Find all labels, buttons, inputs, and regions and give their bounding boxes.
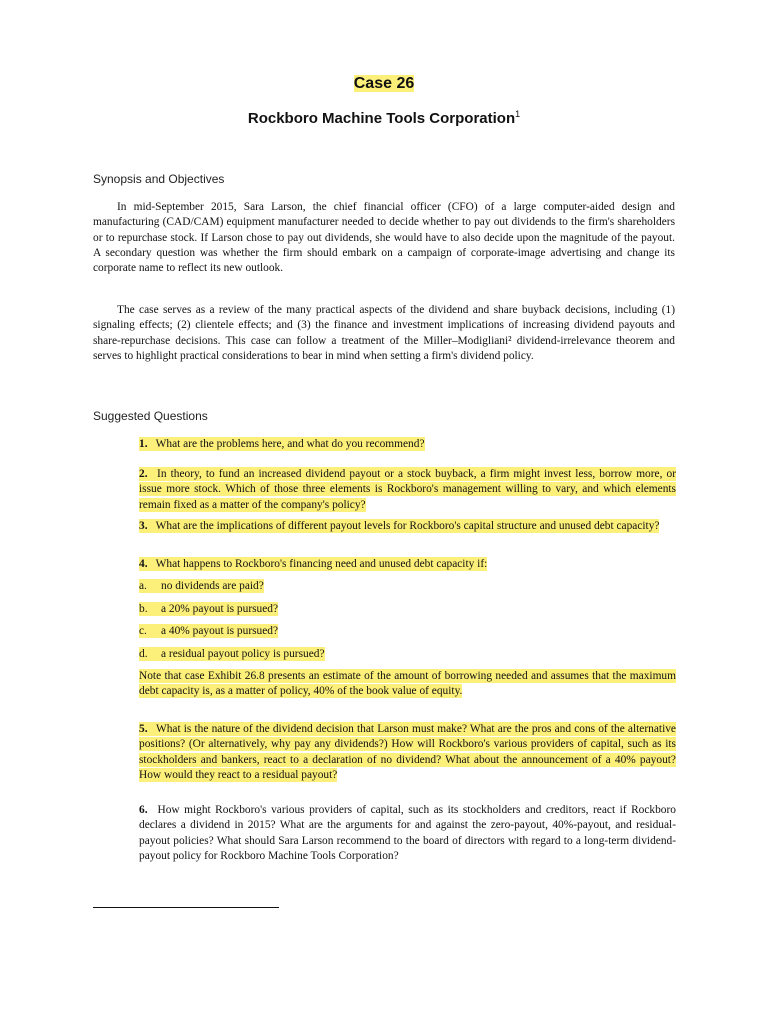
question-1 — [139, 437, 676, 452]
synopsis-paragraph-1: In mid-September 2015, Sara Larson, the chief financial officer (CFO) of a large computer-aided design and manufacturing (CAD/CAM) equipment manufacturer needed to decide whether to pay out dividends to the firm's shareholders or to repurchase stock. If Larson chose to pay out dividends, she would have to also decide upon the magnitude of the payout. A secondary question was whether the firm should embark on a campaign of corporate-image advertising and change its corporate name to reflect its new outlook. — [93, 201, 675, 275]
question-4a — [139, 579, 676, 594]
question-4d-text: a residual payout policy is pursued? — [161, 648, 325, 660]
footnote-marker: 1 — [515, 109, 521, 119]
question-4-text: What happens to Rockboro's financing need and unused debt capacity if: — [155, 558, 488, 570]
question-4 — [139, 557, 676, 572]
question-4c — [139, 624, 676, 639]
case-title-text: Rockboro Machine Tools Corporation — [247, 110, 516, 127]
question-1-text: What are the problems here, and what do you recommend? — [155, 438, 425, 450]
question-4b — [139, 602, 676, 617]
questions-heading: Suggested Questions — [93, 409, 208, 423]
question-6-number: 6. — [139, 804, 148, 816]
question-4d — [139, 647, 676, 662]
synopsis-paragraph-2: The case serves as a review of the many practical aspects of the dividend and share buyback decisions, including (1) signaling effects; (2) clientele effects; and (3) the finance and investment implications of increasing dividend payouts and share-repurchase decisions. This case can follow a treatment of the Miller–Modigliani² dividend-irrelevance theorem and serves to highlight practical considerations to bear in mind when setting a firm's dividend policy. — [93, 304, 675, 362]
question-3-number: 3. — [139, 520, 148, 532]
question-2 — [139, 467, 676, 513]
case-title — [0, 103, 768, 130]
question-4a-letter: a. — [139, 580, 147, 592]
question-4a-text: no dividends are paid? — [161, 580, 264, 592]
question-6 — [139, 803, 676, 865]
question-6-text: How might Rockboro's various providers of capital, such as its stockholders and creditors, react if Rockboro declares a dividend in 2015? What are the arguments for and against the zero-payout, 40%-payout, and residual-payout policies? What should Sara Larson recommend to the board of directors with regard to a long-term dividend-payout policy for Rockboro Machine Tools Corporation? — [139, 804, 676, 863]
question-5-number: 5. — [139, 723, 148, 735]
synopsis-heading: Synopsis and Objectives — [93, 172, 225, 186]
case-number-label: Case 26 — [353, 75, 415, 92]
question-4b-text: a 20% payout is pursued? — [161, 603, 279, 615]
question-5 — [139, 722, 676, 784]
question-5-text: What is the nature of the dividend decision that Larson must make? What are the pros and cons of the alternative positions? (Or alternatively, why pay any dividends?) How will Rockboro's various providers of capital, such as its stockholders and bankers, react to a declaration of no dividend? What about the announcement of a 40% payout? How would they react to a residual payout? — [139, 723, 676, 782]
footnote-divider — [93, 907, 279, 908]
exhibit-note-text: Note that case Exhibit 26.8 presents an estimate of the amount of borrowing needed and assumes that the maximum debt capacity is, as a matter of policy, 40% of the book value of equity. — [139, 670, 676, 698]
exhibit-note — [139, 669, 676, 700]
question-4c-text: a 40% payout is pursued? — [161, 625, 279, 637]
question-4b-letter: b. — [139, 603, 148, 615]
question-2-number: 2. — [139, 468, 148, 480]
question-4d-letter: d. — [139, 648, 148, 660]
question-1-number: 1. — [139, 438, 148, 450]
case-number-heading — [0, 74, 768, 94]
question-4c-letter: c. — [139, 625, 147, 637]
question-3 — [139, 519, 676, 534]
question-3-text: What are the implications of different payout levels for Rockboro's capital structure and unused debt capacity? — [155, 520, 660, 532]
question-2-text: In theory, to fund an increased dividend payout or a stock buyback, a firm might invest less, borrow more, or issue more stock. Which of those three elements is Rockboro's management willing to vary, and which elements remain fixed as a matter of the company's policy? — [139, 468, 676, 511]
question-4-number: 4. — [139, 558, 148, 570]
